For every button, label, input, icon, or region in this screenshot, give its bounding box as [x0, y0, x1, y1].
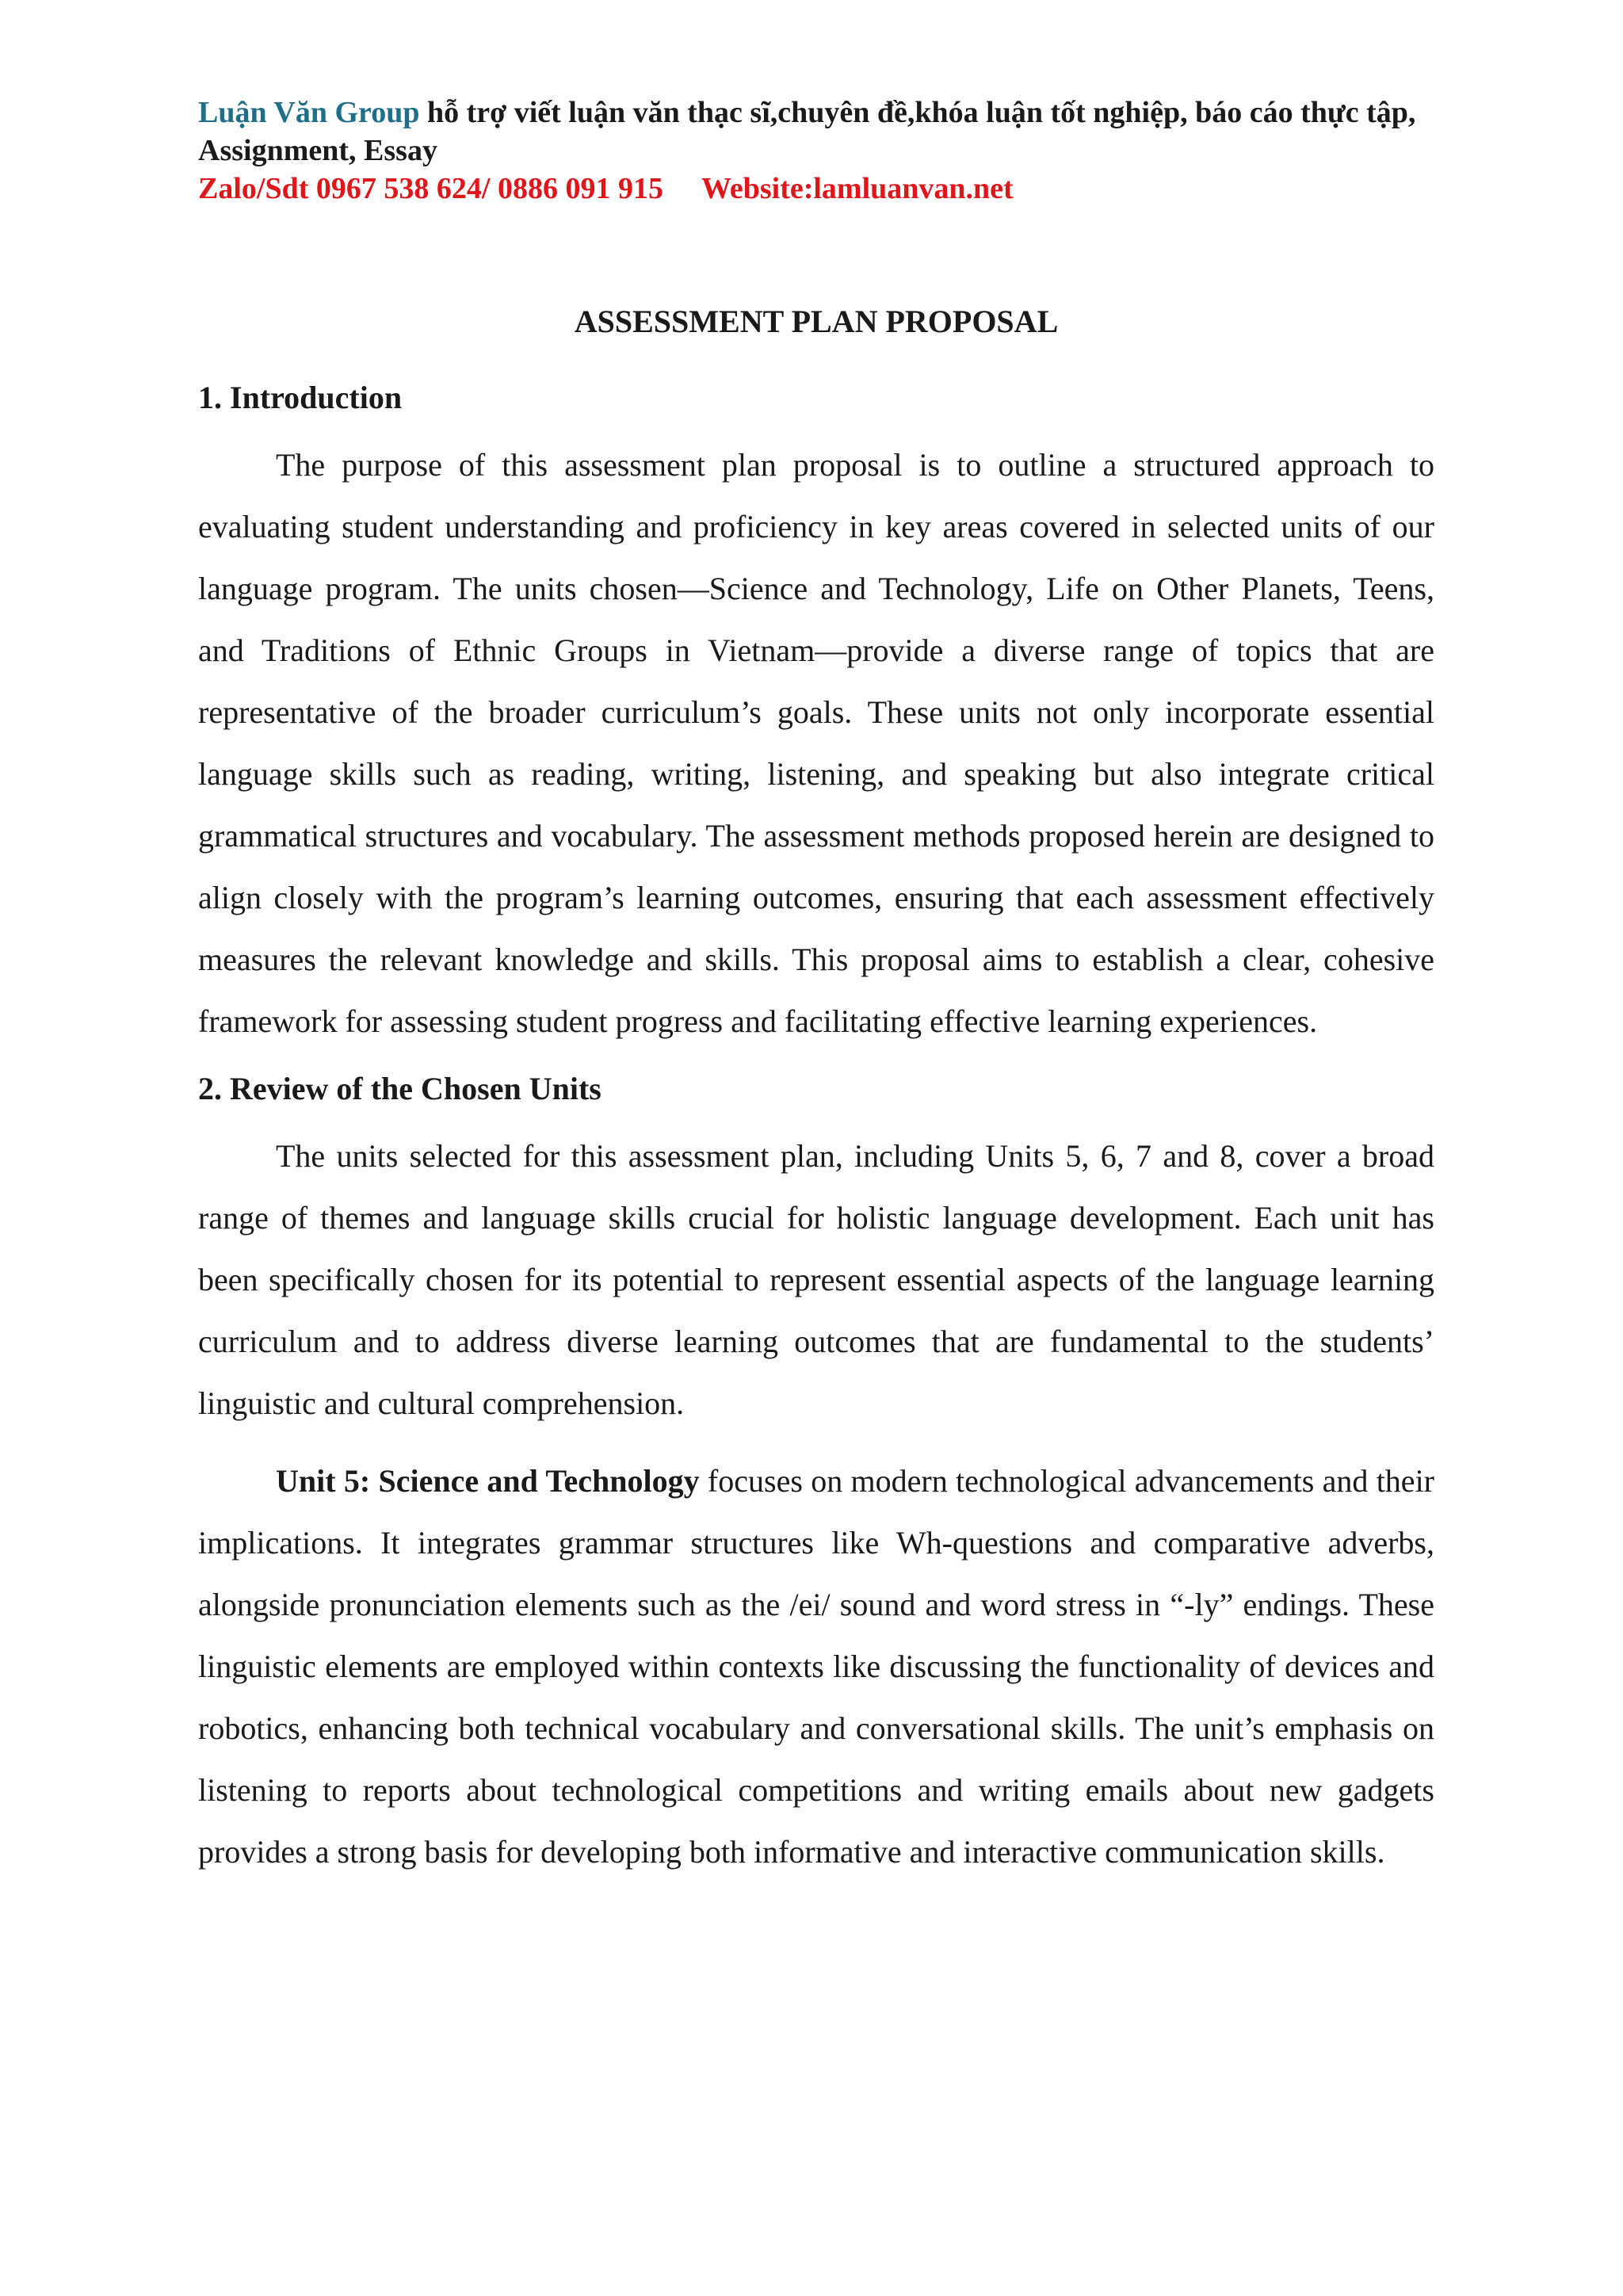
contact-phone: Zalo/Sdt 0967 538 624/ 0886 091 915 — [198, 172, 663, 205]
unit5-paragraph — [198, 1450, 1434, 1883]
introduction-paragraph: The purpose of this assessment plan proposal is to outline a structured approach to evaluating student understanding and proficiency in key areas covered in selected units of our language program. The units chosen—Science and Technology, Life on Other Planets, Teens, and Traditions of Ethnic Groups in Vietnam—provide a diverse range of topics that are representative of the broader curriculum’s goals. These units not only incorporate essential language skills such as reading, writing, listening, and speaking but also integrate critical grammatical structures and vocabulary. The assessment methods proposed herein are designed to align closely with the program’s learning outcomes, ensuring that each assessment effectively measures the relevant knowledge and skills. This proposal aims to establish a clear, cohesive framework for assessing student progress and facilitating effective learning experiences. — [198, 447, 1434, 1039]
document-title: ASSESSMENT PLAN PROPOSAL — [574, 304, 1059, 339]
brand-name: Luận Văn Group — [198, 96, 420, 129]
contact-line — [198, 170, 1450, 208]
header-tagline: hỗ trợ viết luận văn thạc sĩ,chuyên đề,khóa luận tốt nghiệp, báo cáo thực tập, Assignment, Essay — [198, 96, 1416, 167]
section-heading-review: 2. Review of the Chosen Units — [198, 1071, 601, 1106]
unit5-lead: Unit 5: Science and Technology — [276, 1463, 700, 1499]
section-heading-introduction: 1. Introduction — [198, 380, 403, 415]
website-link[interactable]: Website:lamluanvan.net — [701, 172, 1014, 205]
header-line-1 — [198, 94, 1450, 170]
review-paragraph: The units selected for this assessment plan, including Units 5, 6, 7 and 8, cover a broad range of themes and language skills crucial for holistic language development. Each unit has been specifically chosen for its potential to represent essential aspects of the language learning curriculum and to address diverse learning outcomes that are fundamental to the students’ linguistic and cultural comprehension. — [198, 1138, 1434, 1421]
page-header — [198, 94, 1450, 208]
unit5-body: focuses on modern technological advancements and their implications. It integrates grammar structures like Wh-questions and comparative adverbs, alongside pronunciation elements such as the /ei/ sound and word stress in “-ly” endings. These linguistic elements are employed within contexts like discussing the functionality of devices and robotics, enhancing both technical vocabulary and conversational skills. The unit’s emphasis on listening to reports about technological competitions and writing emails about new gadgets provides a strong basis for developing both informative and interactive communication skills. — [198, 1463, 1434, 1870]
document-body — [198, 301, 1434, 1899]
